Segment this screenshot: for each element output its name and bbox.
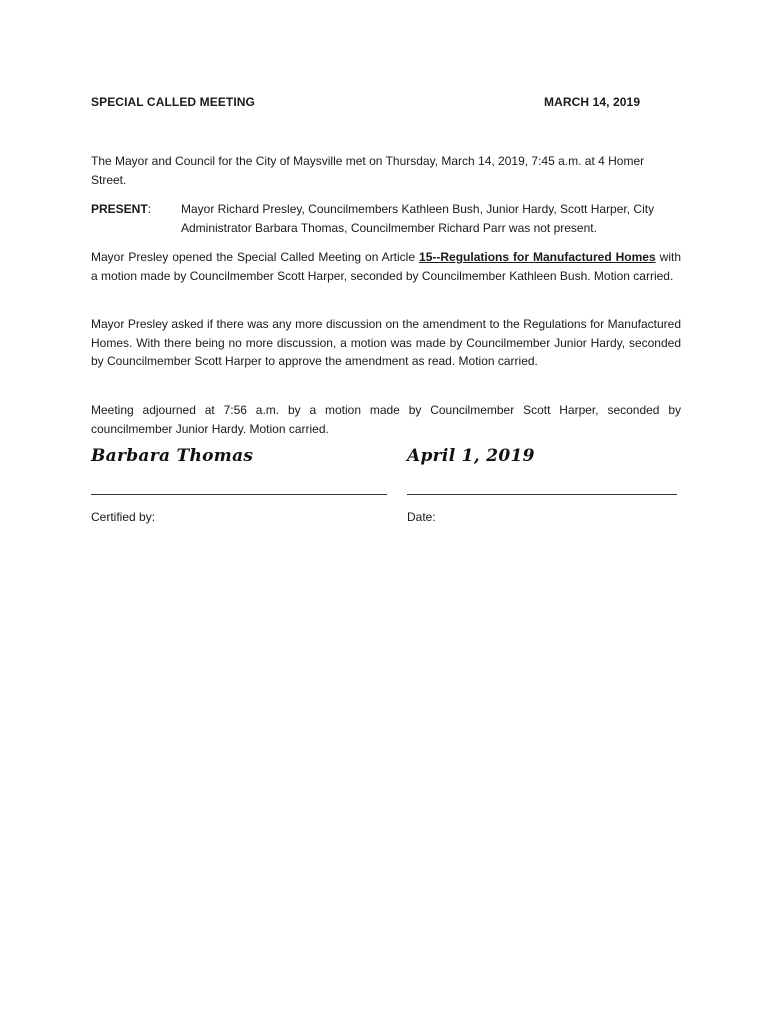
meeting-title: SPECIAL CALLED MEETING <box>91 95 255 109</box>
article-title: 15--Regulations for Manufactured Homes <box>419 250 656 264</box>
intro-paragraph: The Mayor and Council for the City of Maysville met on Thursday, March 14, 2019, 7:45 a.m. at 4 Homer Street. <box>91 154 645 187</box>
adjourn-paragraph: Meeting adjourned at 7:56 a.m. by a motion made by Councilmember Scott Harper, seconded by councilmember Junior Hardy. Motion carried. <box>91 403 681 436</box>
present-label-text: PRESENT <box>91 202 148 216</box>
date-line <box>407 494 677 495</box>
discussion-paragraph: Mayor Presley asked if there was any more discussion on the amendment to the Regulations for Manufactured Homes. With there being no more discussion, a motion was made by Councilmember Junior Hardy, seconded by Councilmember Scott Harper to approve the amendment as read. Motion carried. <box>91 317 681 368</box>
certified-by-label: Certified by: <box>91 510 156 524</box>
signature-line <box>91 494 387 495</box>
signature-date: April 1, 2019 <box>407 446 535 466</box>
opening-text-after: with a motion made by Councilmember Scott Harper, seconded by Councilmember Kathleen Bush. Motion carried. <box>91 250 681 283</box>
date-label: Date: <box>407 510 436 524</box>
present-colon: : <box>147 202 152 216</box>
opening-text-before: Mayor Presley opened the Special Called Meeting on Article <box>91 250 420 264</box>
signature-name: Barbara Thomas <box>91 446 254 466</box>
present-label <box>91 200 151 219</box>
meeting-date: MARCH 14, 2019 <box>544 95 641 109</box>
present-list: Mayor Richard Presley, Councilmembers Kathleen Bush, Junior Hardy, Scott Harper, City Administrator Barbara Thomas, Councilmember Richard Parr was not present. <box>181 202 655 235</box>
opening-paragraph <box>91 248 681 285</box>
